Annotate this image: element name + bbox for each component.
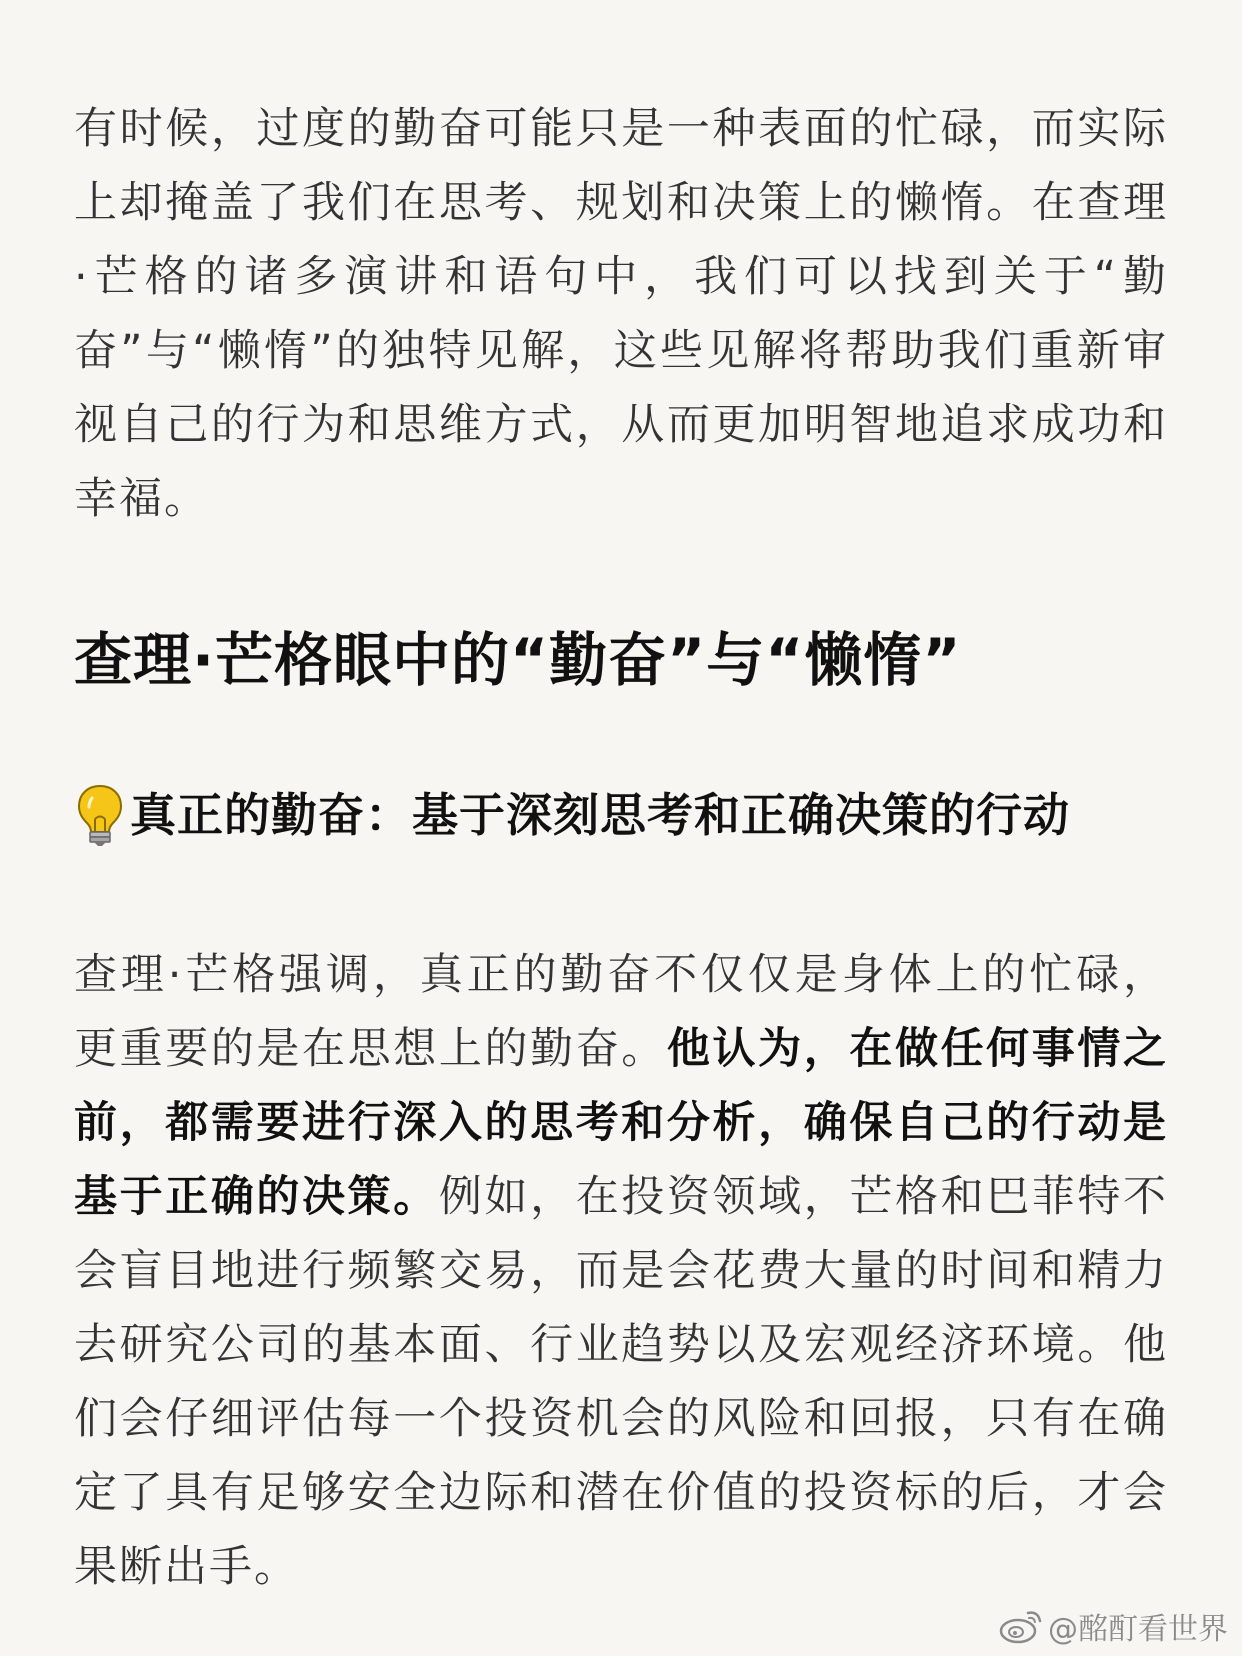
body-section	[74, 938, 1168, 1604]
intro-section	[74, 92, 1168, 536]
watermark-text: @酩酊看世界	[1048, 1612, 1228, 1647]
subsection-heading	[74, 780, 1070, 850]
subsection-title: 真正的勤奋：基于深刻思考和正确决策的行动	[130, 788, 1070, 842]
weibo-icon	[998, 1607, 1044, 1645]
body-text-1: 查理·芒格强调，真正的勤奋不仅仅是身体上的忙碌，更重要的是在思想上的勤奋。	[74, 950, 1168, 1074]
section-title: 查理·芒格眼中的“勤奋”与“懒惰”	[74, 626, 962, 694]
intro-paragraph: 有时候，过度的勤奋可能只是一种表面的忙碌，而实际上却掩盖了我们在思考、规划和决策上的懒惰。在查理·芒格的诸多演讲和语句中，我们可以找到关于“勤奋”与“懒惰”的独特见解，这些见解将帮助我们重新审视自己的行为和思维方式，从而更加明智地追求成功和幸福。	[74, 104, 1168, 524]
body-text-2: 例如，在投资领域，芒格和巴菲特不会盲目地进行频繁交易，而是会花费大量的时间和精力去研究公司的基本面、行业趋势以及宏观经济环境。他们会仔细评估每一个投资机会的风险和回报，只有在确定了具有足够安全边际和潜在价值的投资标的后，才会果断出手。	[74, 1172, 1169, 1592]
body-paragraph	[74, 938, 1168, 1604]
lightbulb-icon	[74, 783, 126, 847]
watermark	[998, 1604, 1228, 1648]
body-bold-text: 他认为，在做任何事情之前，都需要进行深入的思考和分析，确保自己的行动是基于正确的决策。	[74, 1024, 1169, 1222]
